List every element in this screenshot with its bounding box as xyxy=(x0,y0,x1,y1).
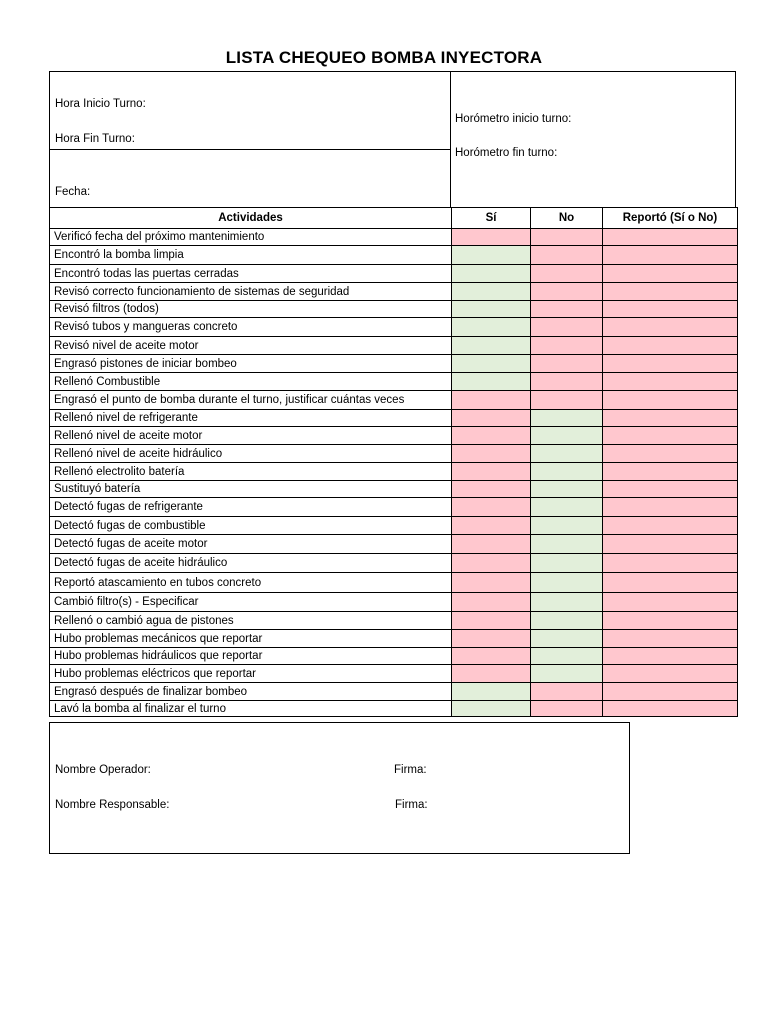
si-cell[interactable] xyxy=(452,373,531,391)
si-cell[interactable] xyxy=(452,229,531,246)
table-row xyxy=(50,410,738,427)
reporto-cell[interactable] xyxy=(603,318,738,337)
col-si: Sí xyxy=(452,208,531,229)
si-cell[interactable] xyxy=(452,593,531,612)
no-cell[interactable] xyxy=(531,498,603,517)
reporto-cell[interactable] xyxy=(603,573,738,593)
activity-label: Rellenó electrolito batería xyxy=(50,463,452,481)
table-row xyxy=(50,391,738,410)
reporto-cell[interactable] xyxy=(603,665,738,683)
table-row xyxy=(50,463,738,481)
header-divider xyxy=(450,71,451,208)
no-cell[interactable] xyxy=(531,593,603,612)
reporto-cell[interactable] xyxy=(603,355,738,373)
header-split-line xyxy=(49,149,451,150)
si-cell[interactable] xyxy=(452,391,531,410)
activity-label: Reportó atascamiento en tubos concreto xyxy=(50,573,452,593)
table-header-row xyxy=(50,208,738,229)
reporto-cell[interactable] xyxy=(603,463,738,481)
activity-label: Revisó filtros (todos) xyxy=(50,301,452,318)
si-cell[interactable] xyxy=(452,301,531,318)
firma-operador-label: Firma: xyxy=(394,764,427,776)
table-row xyxy=(50,283,738,301)
table-row xyxy=(50,593,738,612)
reporto-cell[interactable] xyxy=(603,301,738,318)
si-cell[interactable] xyxy=(452,498,531,517)
col-no: No xyxy=(531,208,603,229)
table-row xyxy=(50,612,738,630)
no-cell[interactable] xyxy=(531,318,603,337)
no-cell[interactable] xyxy=(531,246,603,265)
table-row xyxy=(50,265,738,283)
table-row xyxy=(50,427,738,445)
activity-label: Sustituyó batería xyxy=(50,481,452,498)
hora-inicio-label: Hora Inicio Turno: xyxy=(55,98,146,110)
no-cell[interactable] xyxy=(531,630,603,648)
no-cell[interactable] xyxy=(531,391,603,410)
no-cell[interactable] xyxy=(531,554,603,573)
nombre-responsable-label: Nombre Responsable: xyxy=(55,799,170,811)
reporto-cell[interactable] xyxy=(603,283,738,301)
si-cell[interactable] xyxy=(452,427,531,445)
si-cell[interactable] xyxy=(452,554,531,573)
si-cell[interactable] xyxy=(452,410,531,427)
horometro-inicio-label: Horómetro inicio turno: xyxy=(455,113,572,125)
reporto-cell[interactable] xyxy=(603,481,738,498)
table-row xyxy=(50,665,738,683)
hora-fin-label: Hora Fin Turno: xyxy=(55,133,135,145)
si-cell[interactable] xyxy=(452,246,531,265)
reporto-cell[interactable] xyxy=(603,593,738,612)
no-cell[interactable] xyxy=(531,665,603,683)
no-cell[interactable] xyxy=(531,648,603,665)
no-cell[interactable] xyxy=(531,410,603,427)
reporto-cell[interactable] xyxy=(603,229,738,246)
table-row xyxy=(50,630,738,648)
reporto-cell[interactable] xyxy=(603,648,738,665)
table-row xyxy=(50,648,738,665)
reporto-cell[interactable] xyxy=(603,498,738,517)
si-cell[interactable] xyxy=(452,283,531,301)
no-cell[interactable] xyxy=(531,517,603,535)
reporto-cell[interactable] xyxy=(603,612,738,630)
activity-label: Engrasó pistones de iniciar bombeo xyxy=(50,355,452,373)
no-cell[interactable] xyxy=(531,612,603,630)
si-cell[interactable] xyxy=(452,683,531,701)
reporto-cell[interactable] xyxy=(603,517,738,535)
si-cell[interactable] xyxy=(452,517,531,535)
table-row xyxy=(50,301,738,318)
si-cell[interactable] xyxy=(452,535,531,554)
table-row xyxy=(50,573,738,593)
activity-label: Lavó la bomba al finalizar el turno xyxy=(50,701,452,717)
si-cell[interactable] xyxy=(452,665,531,683)
horometro-fin-label: Horómetro fin turno: xyxy=(455,147,558,159)
table-row xyxy=(50,373,738,391)
col-actividades: Actividades xyxy=(50,208,452,229)
no-cell[interactable] xyxy=(531,445,603,463)
activity-label: Revisó tubos y mangueras concreto xyxy=(50,318,452,337)
activity-label: Encontró todas las puertas cerradas xyxy=(50,265,452,283)
activity-label: Rellenó nivel de aceite hidráulico xyxy=(50,445,452,463)
activity-label: Verificó fecha del próximo mantenimiento xyxy=(50,229,452,246)
activity-label: Detectó fugas de aceite hidráulico xyxy=(50,554,452,573)
activity-label: Rellenó nivel de aceite motor xyxy=(50,427,452,445)
no-cell[interactable] xyxy=(531,337,603,355)
nombre-operador-label: Nombre Operador: xyxy=(55,764,151,776)
no-cell[interactable] xyxy=(531,701,603,717)
reporto-cell[interactable] xyxy=(603,630,738,648)
header-box xyxy=(49,71,736,208)
page-title: LISTA CHEQUEO BOMBA INYECTORA xyxy=(225,48,543,67)
activity-label: Detectó fugas de aceite motor xyxy=(50,535,452,554)
no-cell[interactable] xyxy=(531,463,603,481)
si-cell[interactable] xyxy=(452,573,531,593)
table-row xyxy=(50,337,738,355)
si-cell[interactable] xyxy=(452,355,531,373)
activity-label: Cambió filtro(s) - Especificar xyxy=(50,593,452,612)
table-row xyxy=(50,246,738,265)
reporto-cell[interactable] xyxy=(603,373,738,391)
activity-label: Rellenó o cambió agua de pistones xyxy=(50,612,452,630)
no-cell[interactable] xyxy=(531,355,603,373)
si-cell[interactable] xyxy=(452,630,531,648)
activity-label: Rellenó Combustible xyxy=(50,373,452,391)
si-cell[interactable] xyxy=(452,612,531,630)
reporto-cell[interactable] xyxy=(603,701,738,717)
table-row xyxy=(50,517,738,535)
fecha-label: Fecha: xyxy=(55,186,91,198)
no-cell[interactable] xyxy=(531,229,603,246)
no-cell[interactable] xyxy=(531,481,603,498)
si-cell[interactable] xyxy=(452,481,531,498)
table-row xyxy=(50,229,738,246)
table-row xyxy=(50,355,738,373)
activity-label: Engrasó el punto de bomba durante el turno, justificar cuántas veces xyxy=(50,391,452,410)
firma-responsable-label: Firma: xyxy=(395,799,428,811)
reporto-cell[interactable] xyxy=(603,391,738,410)
si-cell[interactable] xyxy=(452,701,531,717)
activity-label: Engrasó después de finalizar bombeo xyxy=(50,683,452,701)
activity-label: Encontró la bomba limpia xyxy=(50,246,452,265)
si-cell[interactable] xyxy=(452,265,531,283)
reporto-cell[interactable] xyxy=(603,246,738,265)
signature-box xyxy=(49,722,630,854)
no-cell[interactable] xyxy=(531,301,603,318)
table-row xyxy=(50,535,738,554)
no-cell[interactable] xyxy=(531,683,603,701)
no-cell[interactable] xyxy=(531,573,603,593)
activity-label: Rellenó nivel de refrigerante xyxy=(50,410,452,427)
activity-label: Hubo problemas hidráulicos que reportar xyxy=(50,648,452,665)
no-cell[interactable] xyxy=(531,283,603,301)
no-cell[interactable] xyxy=(531,535,603,554)
activity-label: Detectó fugas de combustible xyxy=(50,517,452,535)
table-row xyxy=(50,554,738,573)
checklist-table xyxy=(49,207,738,717)
activity-label: Detectó fugas de refrigerante xyxy=(50,498,452,517)
reporto-cell[interactable] xyxy=(603,535,738,554)
si-cell[interactable] xyxy=(452,463,531,481)
activity-label: Hubo problemas eléctricos que reportar xyxy=(50,665,452,683)
reporto-cell[interactable] xyxy=(603,554,738,573)
reporto-cell[interactable] xyxy=(603,683,738,701)
si-cell[interactable] xyxy=(452,648,531,665)
table-row xyxy=(50,683,738,701)
activity-label: Revisó nivel de aceite motor xyxy=(50,337,452,355)
table-row xyxy=(50,445,738,463)
si-cell[interactable] xyxy=(452,445,531,463)
activity-label: Hubo problemas mecánicos que reportar xyxy=(50,630,452,648)
si-cell[interactable] xyxy=(452,318,531,337)
no-cell[interactable] xyxy=(531,373,603,391)
reporto-cell[interactable] xyxy=(603,427,738,445)
table-row xyxy=(50,481,738,498)
reporto-cell[interactable] xyxy=(603,445,738,463)
reporto-cell[interactable] xyxy=(603,265,738,283)
si-cell[interactable] xyxy=(452,337,531,355)
table-row xyxy=(50,318,738,337)
activity-label: Revisó correcto funcionamiento de sistemas de seguridad xyxy=(50,283,452,301)
reporto-cell[interactable] xyxy=(603,337,738,355)
no-cell[interactable] xyxy=(531,427,603,445)
table-row xyxy=(50,498,738,517)
no-cell[interactable] xyxy=(531,265,603,283)
reporto-cell[interactable] xyxy=(603,410,738,427)
table-row xyxy=(50,701,738,717)
col-reporto: Reportó (Sí o No) xyxy=(603,208,738,229)
